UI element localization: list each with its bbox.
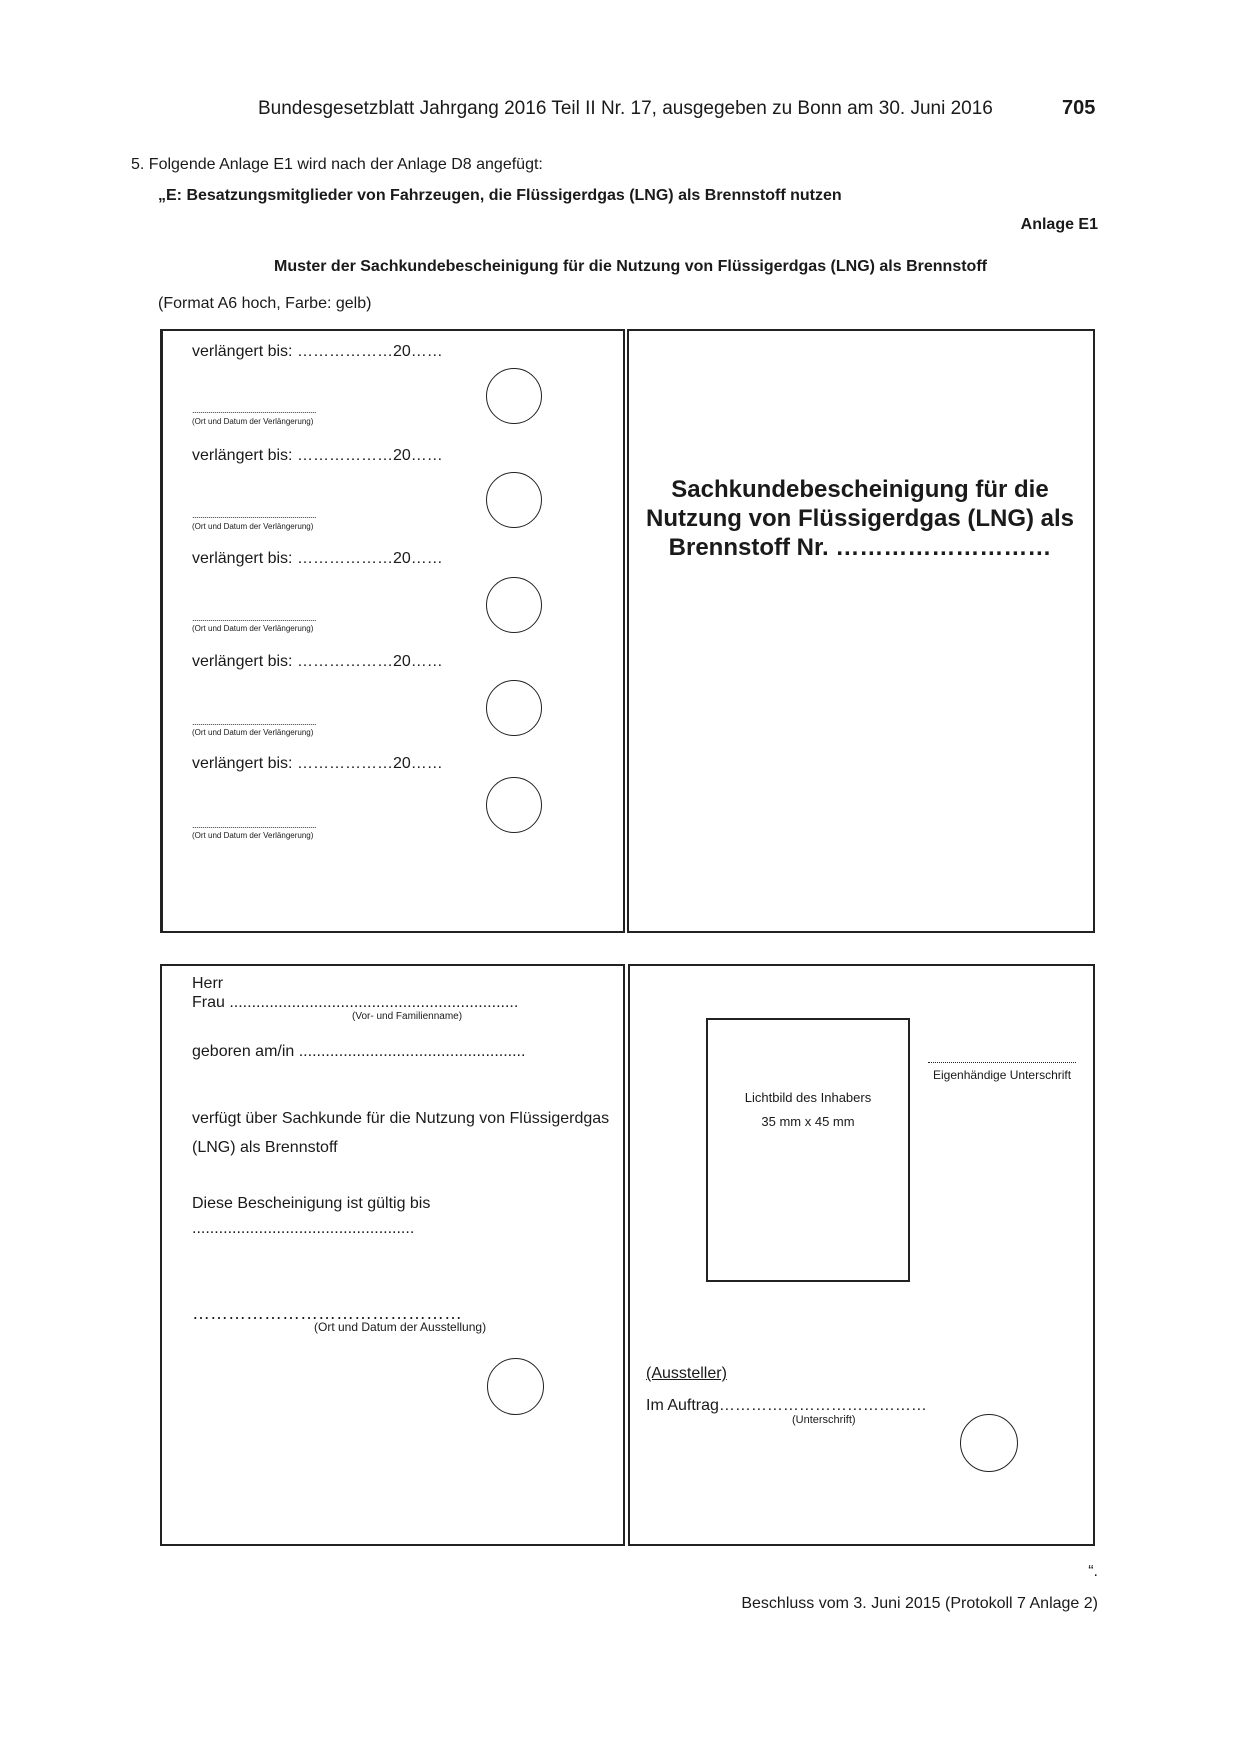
page-header: Bundesgesetzblatt Jahrgang 2016 Teil II Nr. 17, ausgegeben zu Bonn am 30. Juni 2016 <box>258 98 993 119</box>
renewal-label-3: verlängert bis: ………………20…… <box>192 550 443 567</box>
photo-label-1: Lichtbild des Inhabers <box>744 1090 872 1105</box>
cover-title-line-2: Nutzung von Flüssigerdgas (LNG) als <box>645 505 1075 532</box>
renewal-dots-4: .............................................................. <box>192 717 317 727</box>
photo-box <box>706 1018 910 1282</box>
renewal-dots-2: .............................................................. <box>192 510 317 520</box>
born-line: geboren am/in ................................................... <box>192 1043 526 1060</box>
renewal-label-2: verlängert bis: ………………20…… <box>192 447 443 464</box>
cover-title-line-1: Sachkundebescheinigung für die <box>671 476 1049 503</box>
stamp-circle-signature <box>960 1414 1018 1472</box>
signature-caption: Eigenhändige Unterschrift <box>933 1068 1072 1082</box>
competence-line-1: verfügt über Sachkunde für die Nutzung von Flüssigerdgas <box>192 1110 610 1127</box>
cover-title <box>640 475 1080 562</box>
intro-text: 5. Folgende Anlage E1 wird nach der Anlage D8 angefügt: <box>131 156 543 173</box>
stamp-circle-4 <box>486 680 542 736</box>
renewal-label-5: verlängert bis: ………………20…… <box>192 755 443 772</box>
im-auftrag-line: Im Auftrag………………………………… <box>646 1397 927 1414</box>
muster-title: Muster der Sachkundebescheinigung für die Nutzung von Flüssigerdgas (LNG) als Brennstoff <box>274 258 987 275</box>
valid-line: Diese Bescheinigung ist gültig bis <box>192 1195 431 1212</box>
renewal-dots-5: .............................................................. <box>192 820 317 830</box>
unterschrift-caption: (Unterschrift) <box>792 1414 856 1426</box>
cover-title-line-3: Brennstoff Nr. ……………………… <box>668 534 1052 561</box>
renewal-caption-2: (Ort und Datum der Verlängerung) <box>192 522 314 531</box>
competence-line-2: (LNG) als Brennstoff <box>192 1139 338 1156</box>
renewal-label-4: verlängert bis: ………………20…… <box>192 653 443 670</box>
renewal-caption-5: (Ort und Datum der Verlängerung) <box>192 831 314 840</box>
cover-panel <box>627 329 1095 933</box>
renewal-caption-3: (Ort und Datum der Verlängerung) <box>192 624 314 633</box>
closing-quote: “. <box>1088 1563 1098 1580</box>
page-number: 705 <box>1062 97 1096 119</box>
renewal-caption-1: (Ort und Datum der Verlängerung) <box>192 417 314 426</box>
format-note: (Format A6 hoch, Farbe: gelb) <box>158 295 372 312</box>
issue-dots: ……………………………………… <box>192 1303 462 1323</box>
beschluss-note: Beschluss vom 3. Juni 2015 (Protokoll 7 Anlage 2) <box>741 1595 1098 1612</box>
issuer-label: (Aussteller) <box>646 1365 727 1382</box>
photo-label-2: 35 mm x 45 mm <box>761 1114 855 1129</box>
anlage-label: Anlage E1 <box>1020 216 1098 233</box>
valid-dots: .................................................. <box>192 1220 415 1237</box>
stamp-circle-issue <box>487 1358 544 1415</box>
frau-line: Frau ................................................................. <box>192 994 519 1011</box>
name-caption: (Vor- und Familienname) <box>352 1011 463 1022</box>
section-heading: „E: Besatzungsmitglieder von Fahrzeugen, die Flüssigerdgas (LNG) als Brennstoff nutzen <box>158 187 842 204</box>
renewal-dots-1: .............................................................. <box>192 405 317 415</box>
signature-line <box>928 1062 1076 1063</box>
issue-caption: (Ort und Datum der Ausstellung) <box>314 1320 487 1334</box>
stamp-circle-2 <box>486 472 542 528</box>
herr-label: Herr <box>192 975 224 992</box>
stamp-circle-1 <box>486 368 542 424</box>
renewal-dots-3: .............................................................. <box>192 613 317 623</box>
renewal-caption-4: (Ort und Datum der Verlängerung) <box>192 728 314 737</box>
stamp-circle-5 <box>486 777 542 833</box>
renewal-label-1: verlängert bis: ………………20…… <box>192 343 443 360</box>
stamp-circle-3 <box>486 577 542 633</box>
